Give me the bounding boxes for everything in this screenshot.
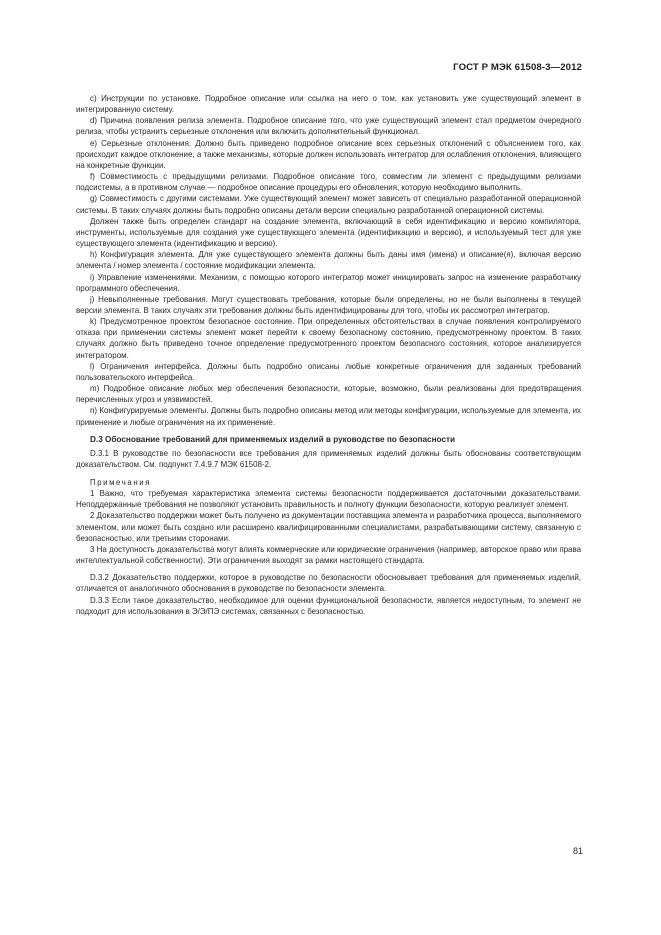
note-item: 1 Важно, что требуемая характеристика элемента системы безопасности поддерживается достаточными доказательствами. Неподдержанные требования не позволяют установить правильность и полноту функции безопасности, которую реализует элемент. xyxy=(76,489,581,510)
section-paragraph: D.3.3 Если такое доказательство, необходимое для оценки функциональной безопасности, является недоступным, то элемент не подходит для использования в Э/Э/ПЭ системах, связанных с безопасностью. xyxy=(76,595,581,616)
document-header: ГОСТ Р МЭК 61508-3—2012 xyxy=(453,62,582,73)
paragraph: с) Инструкции по установке. Подробное описание или ссылка на него о том, как установить уже существующий элемент в интегрированную систему. xyxy=(76,94,581,115)
paragraph: m) Подробное описание любых мер обеспечения безопасности, которые, возможно, были реализованы для предотвращения перечисленных угроз и уязвимостей. xyxy=(76,384,581,405)
section-paragraph: D.3.2 Доказательство поддержки, которое в руководстве по безопасности обосновывает требования для применяемых изделий, отличается от аналогичного обоснования в руководстве по безопасности элемента. xyxy=(76,573,581,594)
notes-title: Примечания xyxy=(90,478,152,487)
paragraph: h) Конфигурация элемента. Для уже существующего элемента должны быть даны имя (имена) и описание(я), включая версию элемента / номер элемента / состояние модификации элемента. xyxy=(76,250,581,271)
section-paragraph: D.3.1 В руководстве по безопасности все требования для применяемых изделий должны быть обоснованы соответствующим доказательством. См. подпункт 7.4.9.7 МЭК 61508-2. xyxy=(76,448,581,469)
paragraph: g) Совместимость с другими системами. Уже существующий элемент может зависеть от специально разработанной операционной системы. В таких случаях должны быть подробно описаны детали версии специально разработанной операционной системы. xyxy=(76,194,581,215)
paragraph: f) Совместимость с предыдущими релизами. Подробное описание того, совместим ли элемент с предыдущими релизами подсистемы, а в противном случае — подробное описание процедуры его обновления, которую необходимо выполнить. xyxy=(76,172,581,193)
section-heading: D.3 Обоснование требований для применяемых изделий в руководстве по безопасности xyxy=(90,434,456,444)
document-body xyxy=(76,93,581,617)
paragraph: n) Конфигурируемые элементы. Должны быть подробно описаны метод или методы конфигурации, используемые для элемента, их применение и любые ограничения на их применение. xyxy=(76,406,581,427)
paragraph: d) Причина появления релиза элемента. Подробное описание того, что уже существующий элемент стал предметом очередного релиза, чтобы устранить серьезные отклонения или включить дополнительный функционал. xyxy=(76,116,581,137)
paragraph: е) Серьезные отклонения. Должно быть приведено подробное описание всех серьезных отклонений с объяснением того, как происходит каждое отклонение, а также механизмы, которые должен использовать интегратор для ослабления отклонения, влияющего на конкретные функции. xyxy=(76,138,581,170)
page-number: 81 xyxy=(572,846,583,856)
paragraph: Должен также быть определен стандарт на создание элемента, включающий в себя идентификацию и версию компилятора, инструменты, используемые для создания уже существующего элемента (идентификацию и версию), и используемый тест для уже существующего элемента (идентификацию и версию). xyxy=(76,216,581,249)
paragraph: l) Ограничения интерфейса. Должны быть подробно описаны любые конкретные ограничения для заданных требований пользовательского интерфейса. xyxy=(76,361,581,382)
note-item: 3 На доступность доказательства могут влиять коммерческие или юридические ограничения (например, авторское право или права интеллектуальной собственности). Эти ограничения выходят за рамки настоящего стандарта. xyxy=(76,544,581,566)
paragraph: j) Невыполненные требования. Могут существовать требования, которые были определены, но не были выполнены в текущей версии элемента. В таких случаях эти требования должны быть идентифицированы для того, чтобы их рассмотрел интегратор. xyxy=(76,294,581,315)
paragraph: i) Управление изменениями. Механизм, с помощью которого интегратор может инициировать запрос на изменение разработчику программного обеспечения. xyxy=(76,272,581,293)
paragraph: k) Предусмотренное проектом безопасное состояние. При определенных обстоятельствах в случае появления контролируемого отказа при применении системы элемент может перейти к своему безопасному состоянию, предусмотренному проектом. В таких случаях должно быть приведено точное определение предусмотренного проектом безопасного состояния, которое анализируется интегратором. xyxy=(76,317,581,360)
note-item: 2 Доказательство поддержки может быть получено из документации поставщика элемента и разработчика процесса, выполняемого элементом, или может быть создано или расширено квалифицированными специалистами, разрабатывающими систему, связанную с безопасностью, или третьими сторонами. xyxy=(76,511,581,543)
